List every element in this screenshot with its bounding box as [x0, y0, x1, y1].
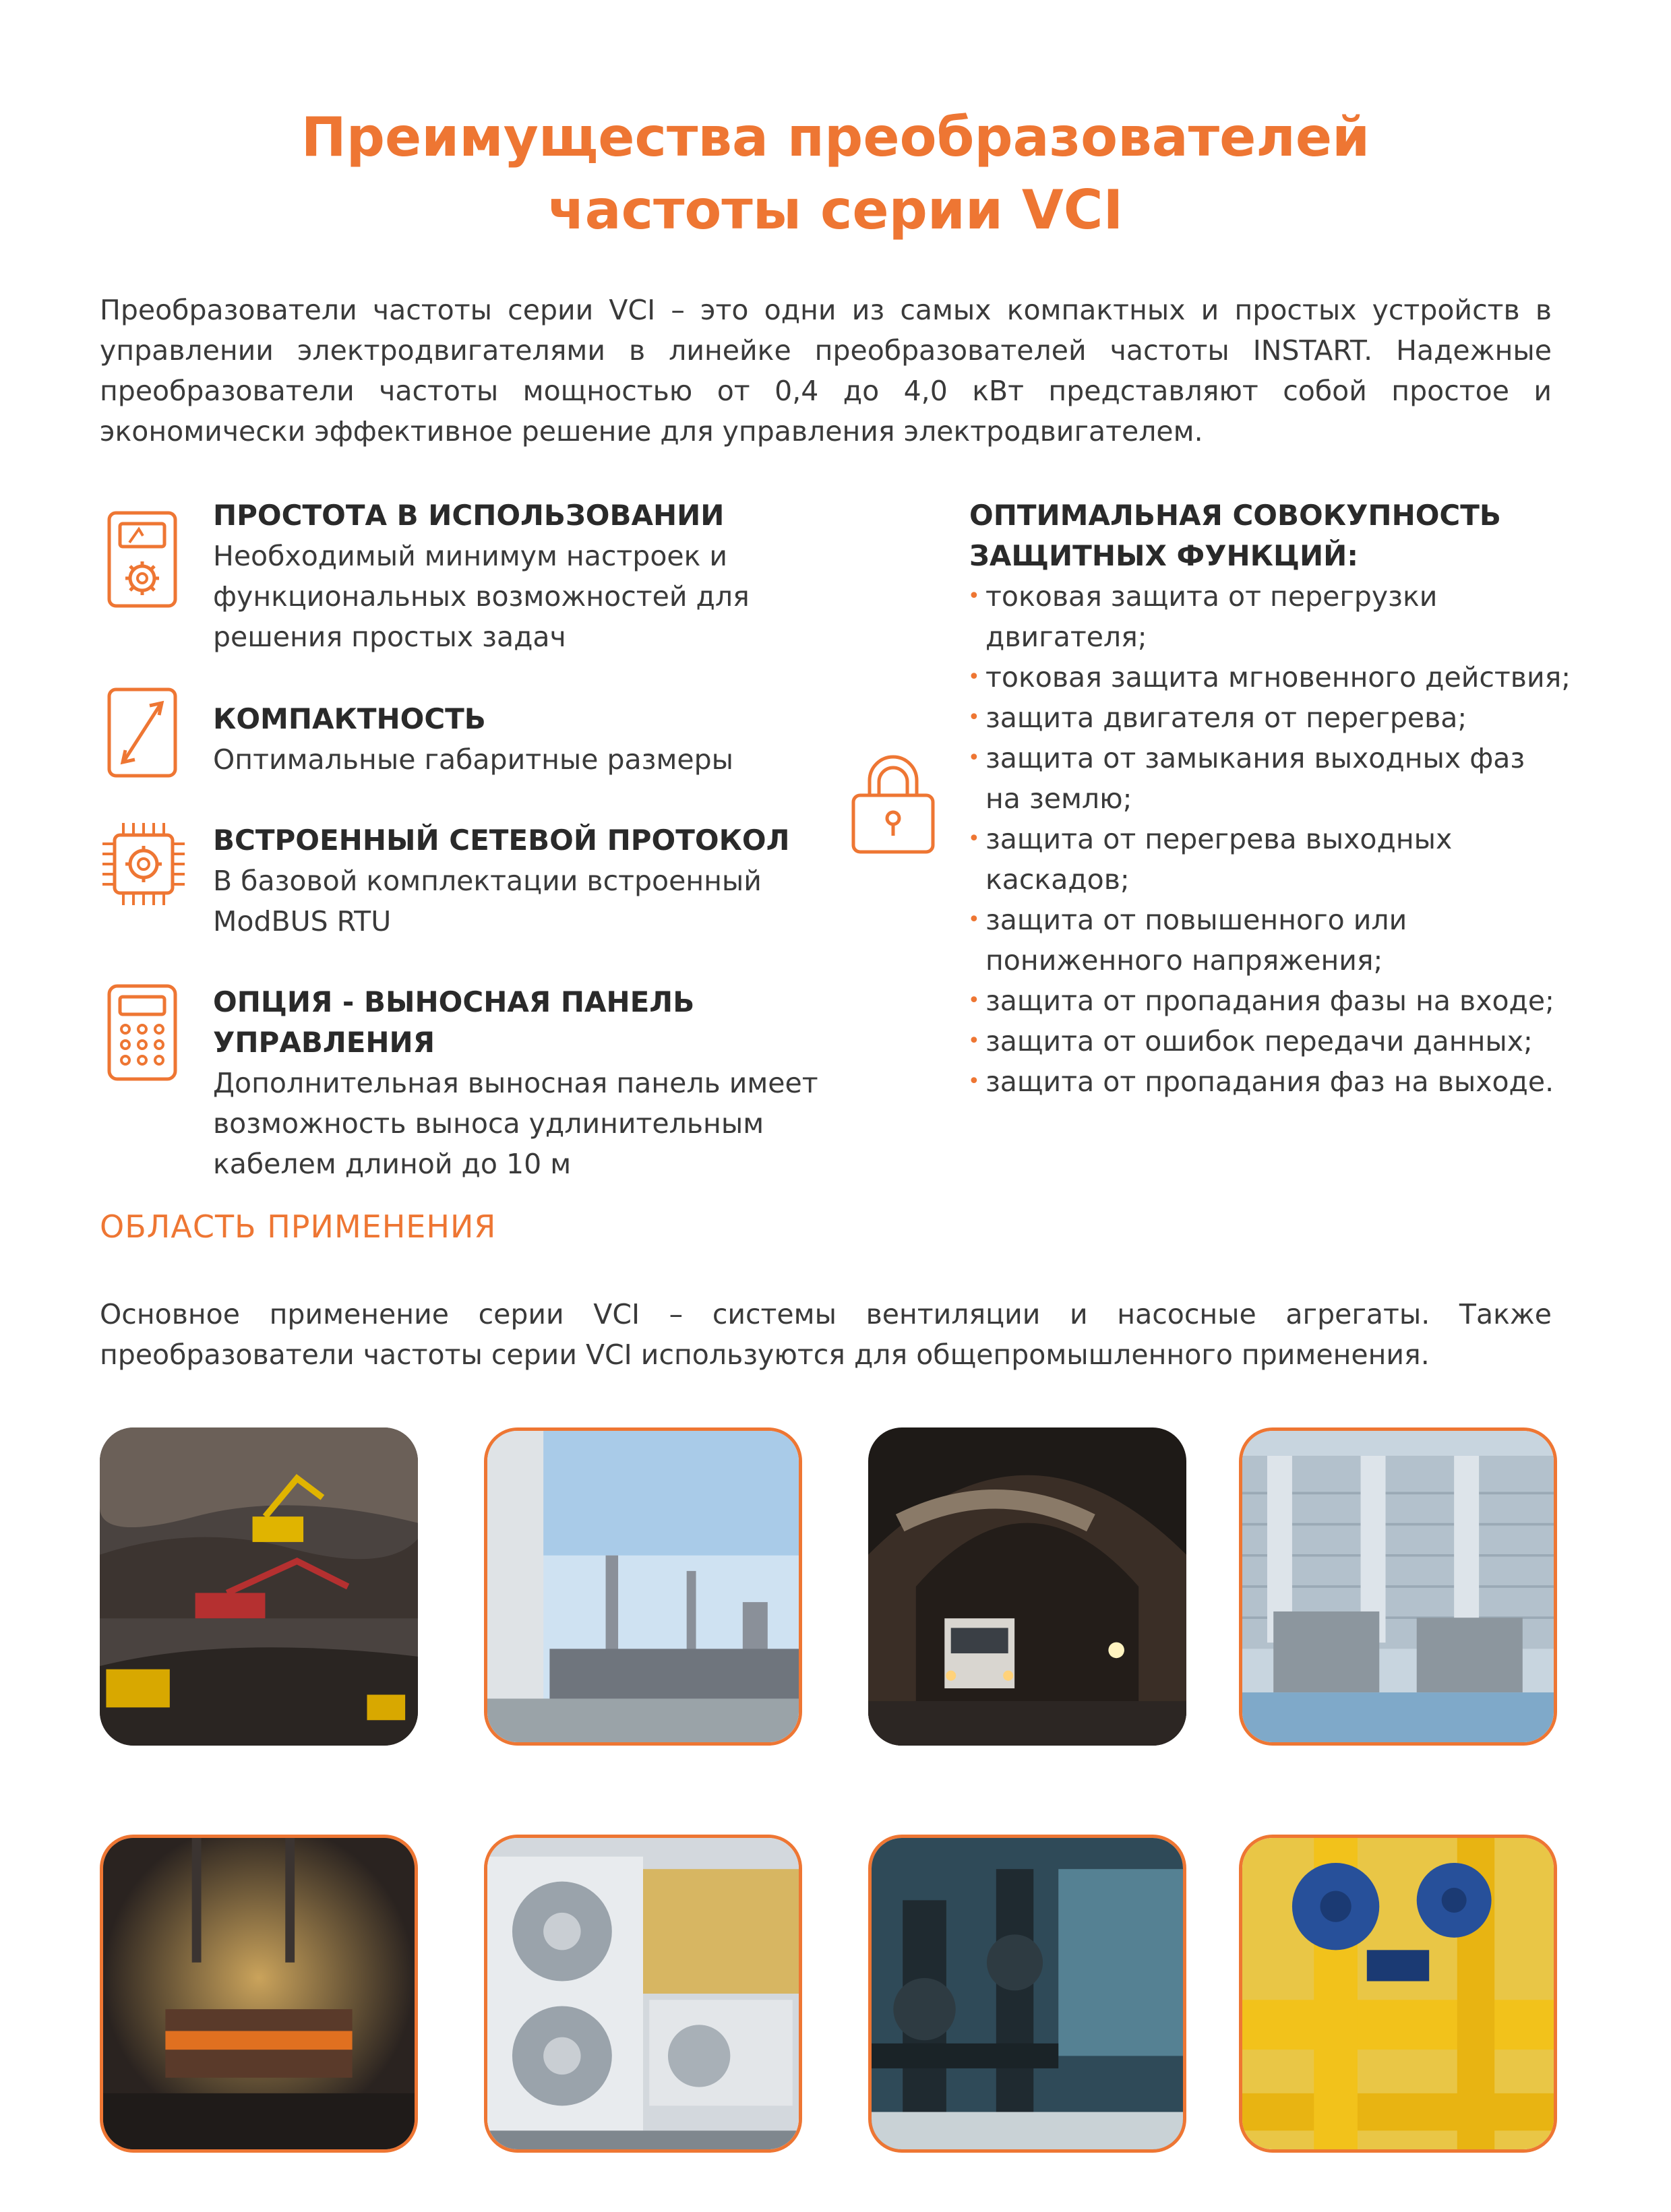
list-item: • токовая защита мгновенного действия;: [968, 657, 1575, 698]
device-settings-icon: [105, 509, 179, 610]
list-item: • защита от повышенного или пониженного напряжения;: [968, 900, 1498, 981]
list-item: • защита от замыкания выходных фаз на землю;: [968, 738, 1565, 819]
feature-heading: ПРОСТОТА В ИСПОЛЬЗОВАНИИ: [213, 499, 725, 532]
gas-pipes-photo: [1239, 1835, 1557, 2153]
pipeline-valves-photo: [868, 1835, 1186, 2153]
resize-arrow-icon: [105, 685, 179, 780]
list-item: • токовая защита от перегрузки двигателя;: [968, 576, 1498, 657]
cooling-tower-photo: [1239, 1427, 1557, 1746]
list-item: • защита двигателя от перегрева;: [968, 698, 1575, 738]
title-line-1: Преимущества преобразователей: [301, 106, 1370, 168]
feature-heading: КОМПАКТНОСТЬ: [213, 702, 486, 735]
steel-mill-photo: [100, 1835, 418, 2153]
list-item: • защита от пропадания фаз на выходе.: [968, 1062, 1575, 1102]
padlock-icon: [849, 748, 937, 856]
application-text: Основное применение серии VCI – системы вентиляции и насосные агрегаты. Также преобразователи частоты серии VCI используются для общепромышленного применения.: [100, 1298, 1552, 1371]
tunnel-truck-photo: [868, 1427, 1186, 1746]
feature-description: Необходимый минимум настроек и функциональных возможностей для решения простых задач: [213, 540, 750, 653]
feature-description: Оптимальные габаритные размеры: [213, 743, 734, 776]
mining-excavators-photo: [100, 1427, 418, 1746]
feature-heading: ВСТРОЕННЫЙ СЕТЕВОЙ ПРОТОКОЛ: [213, 824, 790, 857]
list-item: • защита от перегрева выходных каскадов;: [968, 819, 1498, 900]
protection-heading: ОПТИМАЛЬНАЯ СОВОКУПНОСТЬ ЗАЩИТНЫХ ФУНКЦИЙ:: [969, 499, 1501, 572]
refinery-plant-photo: [484, 1427, 802, 1746]
intro-paragraph: Преобразователи частоты серии VCI – это одни из самых компактных и простых устройств в управлении электродвигателями в линейке преобразователей частоты INSTART. Надежные преобразователи частоты мощностью от 0,4 до 4,0 кВт представляют собой простое и экономически эффективное решение для управления электродвигателем.: [100, 294, 1552, 448]
chip-icon: [100, 820, 187, 908]
remote-panel-icon: [105, 982, 179, 1083]
air-conditioners-photo: [484, 1835, 802, 2153]
list-item: • защита от пропадания фазы на входе;: [968, 981, 1575, 1021]
feature-description: Дополнительная выносная панель имеет возможность выноса удлинительным кабелем длиной до 10 м: [213, 1067, 818, 1180]
section-heading: ОБЛАСТЬ ПРИМЕНЕНИЯ: [100, 1208, 497, 1245]
title-line-2: частоты серии VCI: [547, 179, 1124, 241]
feature-description: В базовой комплектации встроенный ModBUS RTU: [213, 865, 762, 938]
feature-heading: ОПЦИЯ - ВЫНОСНАЯ ПАНЕЛЬ УПРАВЛЕНИЯ: [213, 985, 695, 1059]
protection-list: [968, 576, 1575, 1102]
list-item: • защита от ошибок передачи данных;: [968, 1021, 1575, 1062]
page-title: [0, 101, 1671, 247]
